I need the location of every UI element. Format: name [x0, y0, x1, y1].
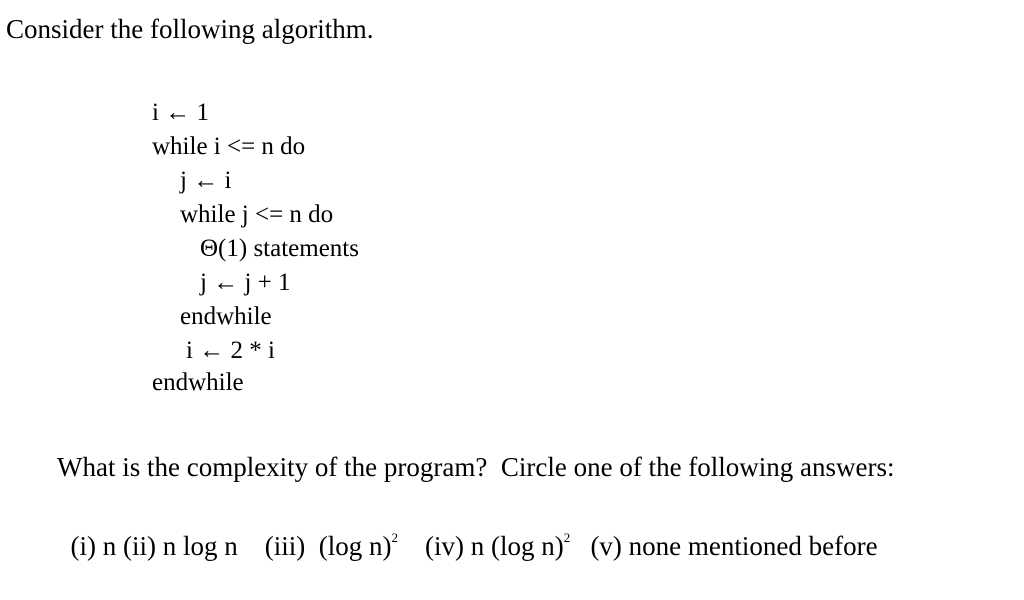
answer-iv-exponent: 2	[563, 530, 571, 545]
answer-choices	[57, 506, 878, 560]
answer-iii: (iii) (log n)	[264, 531, 392, 561]
answer-v: (v) none mentioned before	[590, 531, 878, 561]
code-line-2: while i <= n do	[152, 133, 306, 160]
question-text: What is the complexity of the program? Circle one of the following answers:	[57, 452, 895, 482]
code-line-3: j ← i	[180, 167, 232, 194]
code-line-9: endwhile	[152, 369, 244, 396]
answer-iv: (iv) n (log n)	[424, 531, 564, 561]
code-line-5: Θ(1) statements	[200, 235, 359, 262]
code-line-8: i ← 2 * i	[186, 337, 275, 364]
answer-i-ii: (i) n (ii) n log n	[70, 531, 238, 561]
intro-text: Consider the following algorithm.	[6, 14, 374, 44]
code-line-6: j ← j + 1	[200, 269, 291, 296]
code-line-7: endwhile	[180, 303, 272, 330]
code-line-4: while j <= n do	[180, 201, 334, 228]
answer-iii-exponent: 2	[391, 530, 398, 545]
code-line-1: i ← 1	[152, 99, 209, 126]
